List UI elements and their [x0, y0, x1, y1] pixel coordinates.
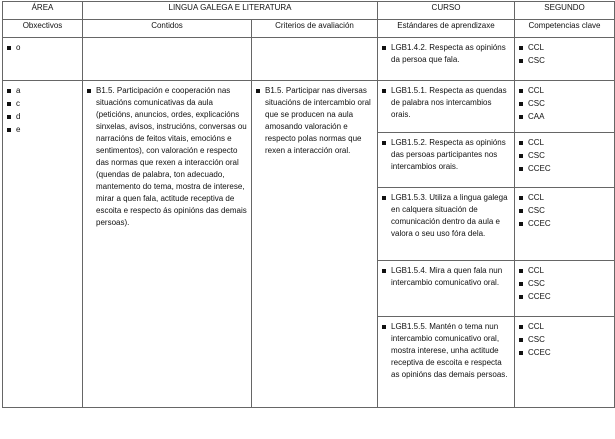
- standard-cell: [378, 133, 515, 188]
- course-label: CURSO: [378, 2, 515, 20]
- standard-text: LGB1.5.3. Utiliza a lingua galega en calquera situación de comunicación dentro da aula e valora o seu uso fóra dela.: [391, 193, 508, 238]
- objective-item: d: [7, 111, 79, 124]
- competence-item: CSC: [519, 98, 611, 111]
- competence-item: CCL: [519, 137, 611, 150]
- content-text: B1.5. Participación e cooperación nas situacións comunicativas da aula (peticións, anuncios, ordes, explicacións sinxelas, avisos, instrucións, conversas ou narracións de feitos vitais, emocións e sentimentos), con valoración e respecto das normas que rexen a interacción oral (quendas de palabra, ton adecuado, mantemento do tema, mostra de interese, mirar a quen fala, actitude receptiva de escoita e respecto ás opinións das demais persoas).: [96, 86, 247, 227]
- competence-item: CCL: [519, 85, 611, 98]
- standard-text: LGB1.5.1. Respecta as quendas de palabra nos intercambios orais.: [391, 86, 507, 119]
- objective-item: c: [7, 98, 79, 111]
- contents-cell: [83, 38, 252, 81]
- objective-item: a: [7, 85, 79, 98]
- curriculum-table: [2, 1, 615, 408]
- competence-item: CSC: [519, 205, 611, 218]
- standard-cell: [378, 81, 515, 133]
- objective-item: e: [7, 124, 79, 137]
- criterion-text: B1.5. Participar nas diversas situacións de intercambio oral que se producen na aula amosando valoración e respecto polas normas que rexen a interacción oral.: [265, 86, 371, 155]
- standard-text: LGB1.5.4. Mira a quen fala nun intercambio comunicativo oral.: [391, 266, 503, 287]
- criteria-cell: [252, 38, 378, 81]
- table-row: [3, 38, 615, 81]
- competences-cell: [515, 317, 615, 408]
- objective-item: o: [7, 42, 79, 55]
- standard-text: LGB1.5.2. Respecta as opinións das persoas participantes nos intercambios orais.: [391, 138, 506, 171]
- standard-cell: [378, 188, 515, 261]
- standard-text: LGB1.5.5. Mantén o tema nun intercambio comunicativo oral, mostra interese, unha actitude receptiva de escoita e respecta as opinións das demais persoas.: [391, 322, 508, 379]
- course-value: SEGUNDO: [515, 2, 615, 20]
- col-standards: Estándares de aprendizaxe: [378, 20, 515, 38]
- header-row: [3, 2, 615, 20]
- competence-item: CCL: [519, 192, 611, 205]
- standard-cell: [378, 38, 515, 81]
- standard-cell: [378, 261, 515, 317]
- col-objectives: Obxectivos: [3, 20, 83, 38]
- col-competences: Competencias clave: [515, 20, 615, 38]
- competences-cell: [515, 81, 615, 133]
- competence-item: CCL: [519, 42, 611, 55]
- col-contents: Contidos: [83, 20, 252, 38]
- competences-cell: [515, 38, 615, 81]
- competences-cell: [515, 133, 615, 188]
- competence-item: CCEC: [519, 291, 611, 304]
- table-row: [3, 81, 615, 133]
- col-criteria: Criterios de avaliación: [252, 20, 378, 38]
- competence-item: CSC: [519, 55, 611, 68]
- competences-cell: [515, 188, 615, 261]
- competence-item: CAA: [519, 111, 611, 124]
- area-label: ÁREA: [3, 2, 83, 20]
- subject-title: LINGUA GALEGA E LITERATURA: [83, 2, 378, 20]
- contents-cell: [83, 81, 252, 408]
- competence-item: CCEC: [519, 163, 611, 176]
- objectives-cell: [3, 38, 83, 81]
- standard-text: LGB1.4.2. Respecta as opinións da persoa que fala.: [391, 43, 506, 64]
- objectives-cell: [3, 81, 83, 408]
- competence-item: CSC: [519, 150, 611, 163]
- competence-item: CSC: [519, 334, 611, 347]
- competence-item: CCL: [519, 321, 611, 334]
- competence-item: CSC: [519, 278, 611, 291]
- competence-item: CCL: [519, 265, 611, 278]
- criteria-cell: [252, 81, 378, 408]
- competences-cell: [515, 261, 615, 317]
- competence-item: CCEC: [519, 347, 611, 360]
- column-header-row: [3, 20, 615, 38]
- competence-item: CCEC: [519, 218, 611, 231]
- standard-cell: [378, 317, 515, 408]
